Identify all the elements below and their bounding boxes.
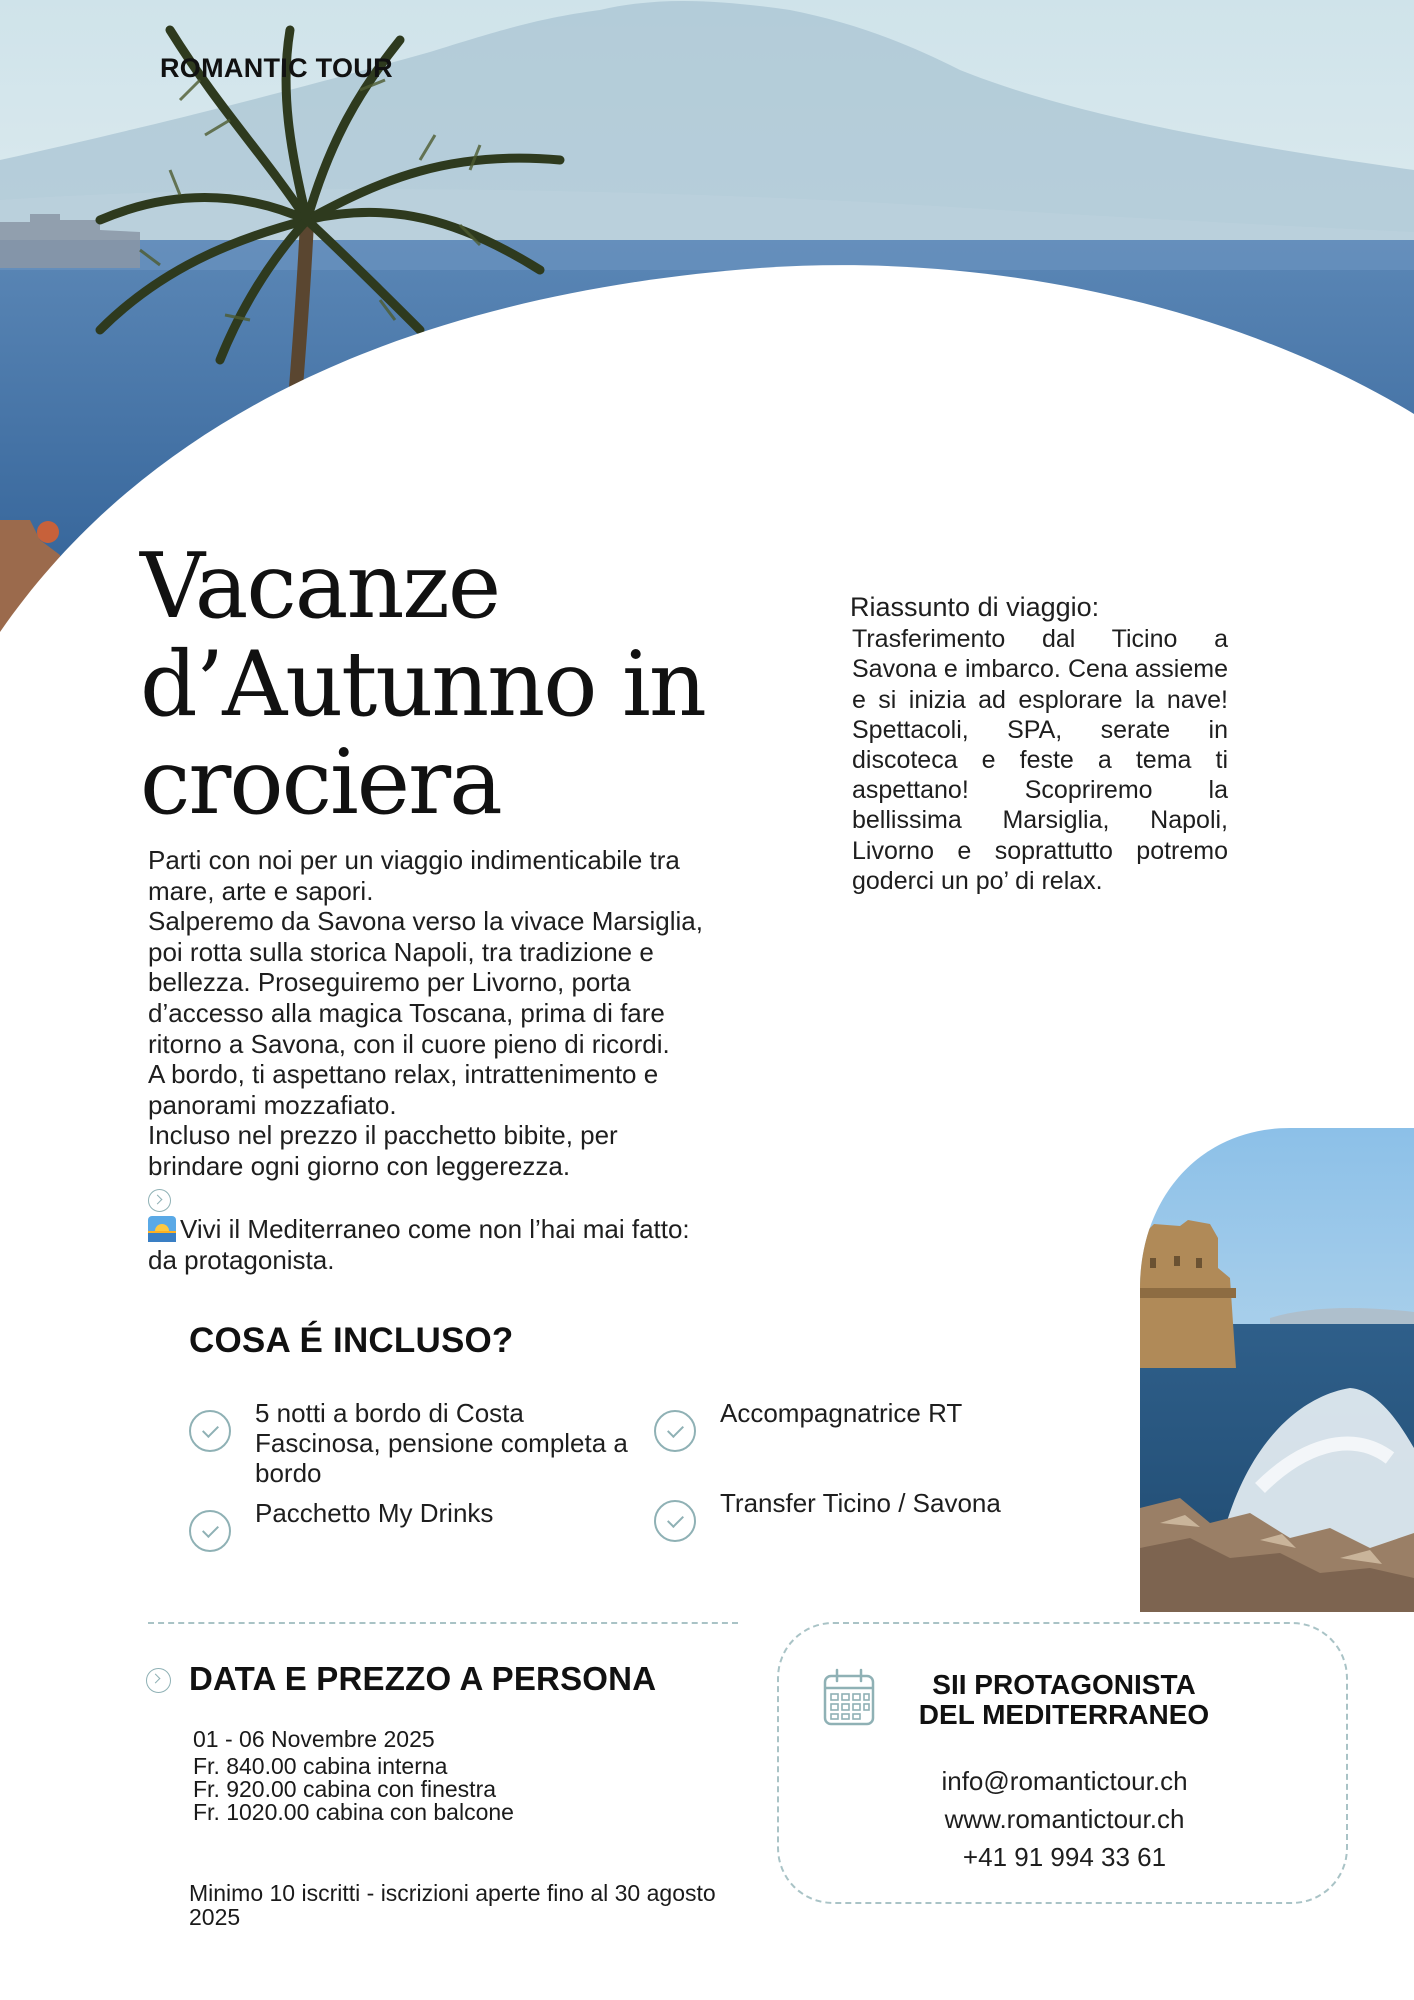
intro-paragraph: Salperemo da Savona verso la vivace Marsiglia, poi rotta sulla storica Napoli, tra tradizione e bellezza. Proseguiremo per Livorno, porta d’accesso alla magica Toscana, prima di fare ritorno a Savona, con il cuore pieno di ricordi.: [148, 906, 703, 1059]
included-item: [654, 1488, 1054, 1542]
included-item: [654, 1398, 1054, 1452]
dates-prices: [193, 1725, 673, 1824]
calendar-icon: [823, 1668, 875, 1726]
sunrise-icon: [148, 1216, 176, 1242]
page-title: [140, 534, 780, 835]
summary-body: Trasferimento dal Ticino a Savona e imbarco. Cena assieme e si inizia ad esplorare la nave! Spettacoli, SPA, serate in discoteca e feste a tema ti aspettano! Scopriremo la bellissima Marsiglia, Napoli, Livorno e soprattutto potremo goderci un po’ di relax.: [852, 625, 1228, 895]
dates-title: DATA E PREZZO A PERSONA: [189, 1660, 657, 1697]
check-circle-icon: [189, 1410, 231, 1452]
included-item-label: 5 notti a bordo di Costa Fascinosa, pensione completa a bordo: [255, 1398, 628, 1488]
check-circle-icon: [654, 1500, 696, 1542]
castle-photo: [1140, 1128, 1414, 1612]
intro-closing: Vivi il Mediterraneo come non l’hai mai fatto: da protagonista.: [148, 1214, 690, 1275]
included-title: COSA É INCLUSO?: [189, 1321, 514, 1360]
title-line-3: crociera: [140, 730, 501, 835]
chevron-right-icon: [148, 1189, 171, 1212]
registration-note: Minimo 10 iscritti - iscrizioni aperte fino al 30 agosto 2025: [189, 1880, 716, 1930]
chevron-right-icon: [146, 1668, 171, 1693]
price-line: Fr. 1020.00 cabina con balcone: [193, 1799, 514, 1825]
title-line-2: d’Autunno in: [140, 632, 705, 737]
contact-phone[interactable]: +41 91 994 33 61: [962, 1842, 1167, 1872]
contact-title: [899, 1670, 1229, 1730]
contact-title-line-1: SII PROTAGONISTA: [932, 1669, 1196, 1700]
included-item: [189, 1398, 639, 1488]
section-divider: [148, 1622, 738, 1624]
price-line: Fr. 840.00 cabina interna: [193, 1753, 448, 1779]
check-circle-icon: [654, 1410, 696, 1452]
contact-title-line-2: DEL MEDITERRANEO: [918, 1699, 1210, 1730]
included-item-label: Accompagnatrice RT: [720, 1398, 963, 1428]
included-item-label: Pacchetto My Drinks: [255, 1498, 494, 1528]
check-circle-icon: [189, 1510, 231, 1552]
intro-paragraph: Incluso nel prezzo il pacchetto bibite, per brindare ogni giorno con leggerezza.: [148, 1120, 618, 1181]
title-line-1: Vacanze: [140, 534, 500, 639]
contact-box: [777, 1622, 1348, 1904]
intro-paragraph: Parti con noi per un viaggio indimenticabile tra mare, arte e sapori.: [148, 845, 680, 906]
intro-paragraph: A bordo, ti aspettano relax, intrattenimento e panorami mozzafiato.: [148, 1059, 659, 1120]
brand-logo-text: ROMANTIC TOUR: [160, 53, 393, 83]
included-item: [189, 1498, 639, 1552]
date-range: 01 - 06 Novembre 2025: [193, 1726, 435, 1752]
summary-title: Riassunto di viaggio:: [850, 592, 1100, 622]
intro-text: [148, 845, 708, 1275]
price-line: Fr. 920.00 cabina con finestra: [193, 1776, 497, 1802]
contact-email-link[interactable]: info@romantictour.ch: [941, 1766, 1188, 1796]
contact-website-link[interactable]: www.romantictour.ch: [944, 1804, 1185, 1834]
trip-summary: [852, 592, 1228, 896]
included-item-label: Transfer Ticino / Savona: [720, 1488, 1001, 1518]
